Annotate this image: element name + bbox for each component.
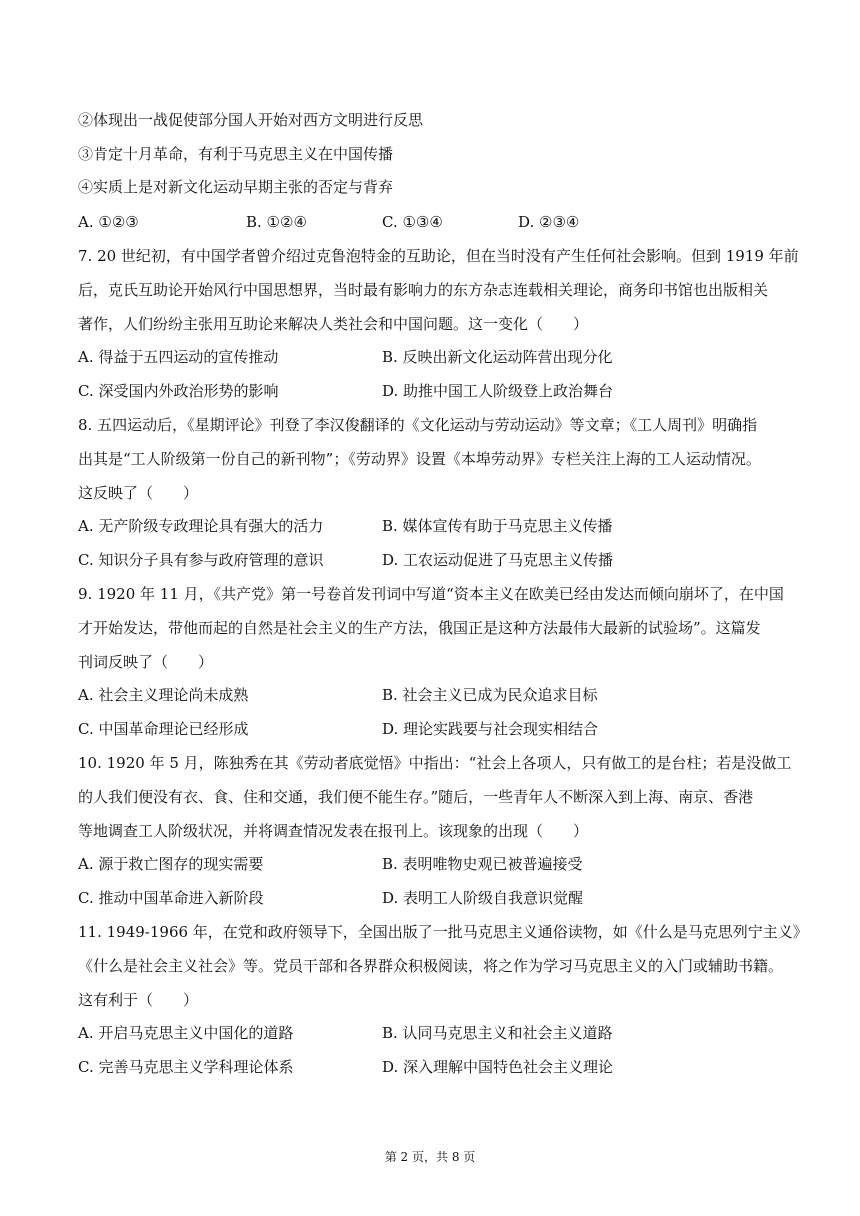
q11-option-d: D. 深入理解中国特色社会主义理论: [382, 1058, 614, 1076]
q6-option-c: C. ①③④: [382, 213, 443, 231]
q11-stem-line: 11. 1949-1966 年，在党和政府领导下，全国出版了一批马克思主义通俗读物，如《什么是马克思列宁主义》: [78, 923, 808, 941]
q7-stem-line: 后，克氏互助论开始风行中国思想界，当时最有影响力的东方杂志连载相关理论，商务印书馆也出版相关: [78, 281, 769, 299]
statement-2: ②体现出一战促使部分国人开始对西方文明进行反思: [78, 111, 424, 129]
q11-option-b: B. 认同马克思主义和社会主义道路: [382, 1024, 613, 1042]
q11-stem-line: 这有利于（ ）: [78, 991, 199, 1009]
q10-option-b: B. 表明唯物史观已被普遍接受: [382, 855, 583, 873]
q10-stem-line: 10. 1920 年 5 月，陈独秀在其《劳动者底觉悟》中指出：“社会上各项人，只有做工的是台柱；若是没做工: [78, 754, 792, 772]
q10-option-d: D. 表明工人阶级自我意识觉醒: [382, 889, 584, 907]
q10-stem-line: 等地调查工人阶级状况，并将调查情况发表在报刊上。该现象的出现（ ）: [78, 822, 589, 840]
page-number-footer: 第 2 页，共 8 页: [384, 1150, 476, 1164]
q9-stem-line: 9. 1920 年 11 月，《共产党》第一号卷首发刊词中写道“资本主义在欧美已经由发达而倾向崩坏了，在中国: [78, 585, 784, 603]
q7-option-a: A. 得益于五四运动的宣传推动: [78, 348, 279, 366]
q11-stem-line: 《什么是社会主义社会》等。党员干部和各界群众积极阅读，将之作为学习马克思主义的入门或辅助书籍。: [78, 957, 784, 975]
q7-stem-line: 7. 20 世纪初，有中国学者曾介绍过克鲁泡特金的互助论，但在当时没有产生任何社会影响。但到 1919 年前: [78, 247, 799, 265]
q7-option-d: D. 助推中国工人阶级登上政治舞台: [382, 382, 614, 400]
q9-option-a: A. 社会主义理论尚未成熟: [78, 686, 249, 704]
q10-option-a: A. 源于救亡图存的现实需要: [78, 855, 264, 873]
q7-option-c: C. 深受国内外政治形势的影响: [78, 382, 279, 400]
q11-option-c: C. 完善马克思主义学科理论体系: [78, 1058, 294, 1076]
q6-option-b: B. ①②④: [246, 213, 307, 231]
q9-stem-line: 刊词反映了（ ）: [78, 653, 214, 671]
q8-stem-line: 出其是“工人阶级第一份自己的新刊物”；《劳动界》设置《本埠劳动界》专栏关注上海的工人运动情况。: [78, 450, 761, 468]
q9-stem-line: 才开始发达，带他而起的自然是社会主义的生产方法，俄国正是这种方法最伟大最新的试验场”。这篇发: [78, 619, 761, 637]
statement-3: ③肯定十月革命，有利于马克思主义在中国传播: [78, 145, 394, 163]
statement-4: ④实质上是对新文化运动早期主张的否定与背弃: [78, 178, 394, 196]
q7-stem-line: 著作，人们纷纷主张用互助论来解决人类社会和中国问题。这一变化（ ）: [78, 315, 589, 333]
q10-stem-line: 的人我们便没有衣、食、住和交通，我们便不能生存。”随后，一些青年人不断深入到上海、南京、香港: [78, 788, 754, 806]
q6-option-d: D. ②③④: [518, 213, 580, 231]
q8-option-c: C. 知识分子具有参与政府管理的意识: [78, 551, 324, 569]
q9-option-b: B. 社会主义已成为民众追求目标: [382, 686, 598, 704]
q7-option-b: B. 反映出新文化运动阵营出现分化: [382, 348, 613, 366]
q10-option-c: C. 推动中国革命进入新阶段: [78, 889, 264, 907]
q9-option-d: D. 理论实践要与社会现实相结合: [382, 720, 599, 738]
q8-option-b: B. 媒体宣传有助于马克思主义传播: [382, 517, 613, 535]
q11-option-a: A. 开启马克思主义中国化的道路: [78, 1024, 294, 1042]
q9-option-c: C. 中国革命理论已经形成: [78, 720, 249, 738]
q8-stem-line: 这反映了（ ）: [78, 484, 199, 502]
q8-stem-line: 8. 五四运动后，《星期评论》刊登了李汉俊翻译的《文化运动与劳动运动》等文章；《工人周刊》明确指: [78, 416, 758, 434]
q8-option-d: D. 工农运动促进了马克思主义传播: [382, 551, 614, 569]
q6-option-a: A. ①②③: [78, 213, 139, 231]
q8-option-a: A. 无产阶级专政理论具有强大的活力: [78, 517, 324, 535]
